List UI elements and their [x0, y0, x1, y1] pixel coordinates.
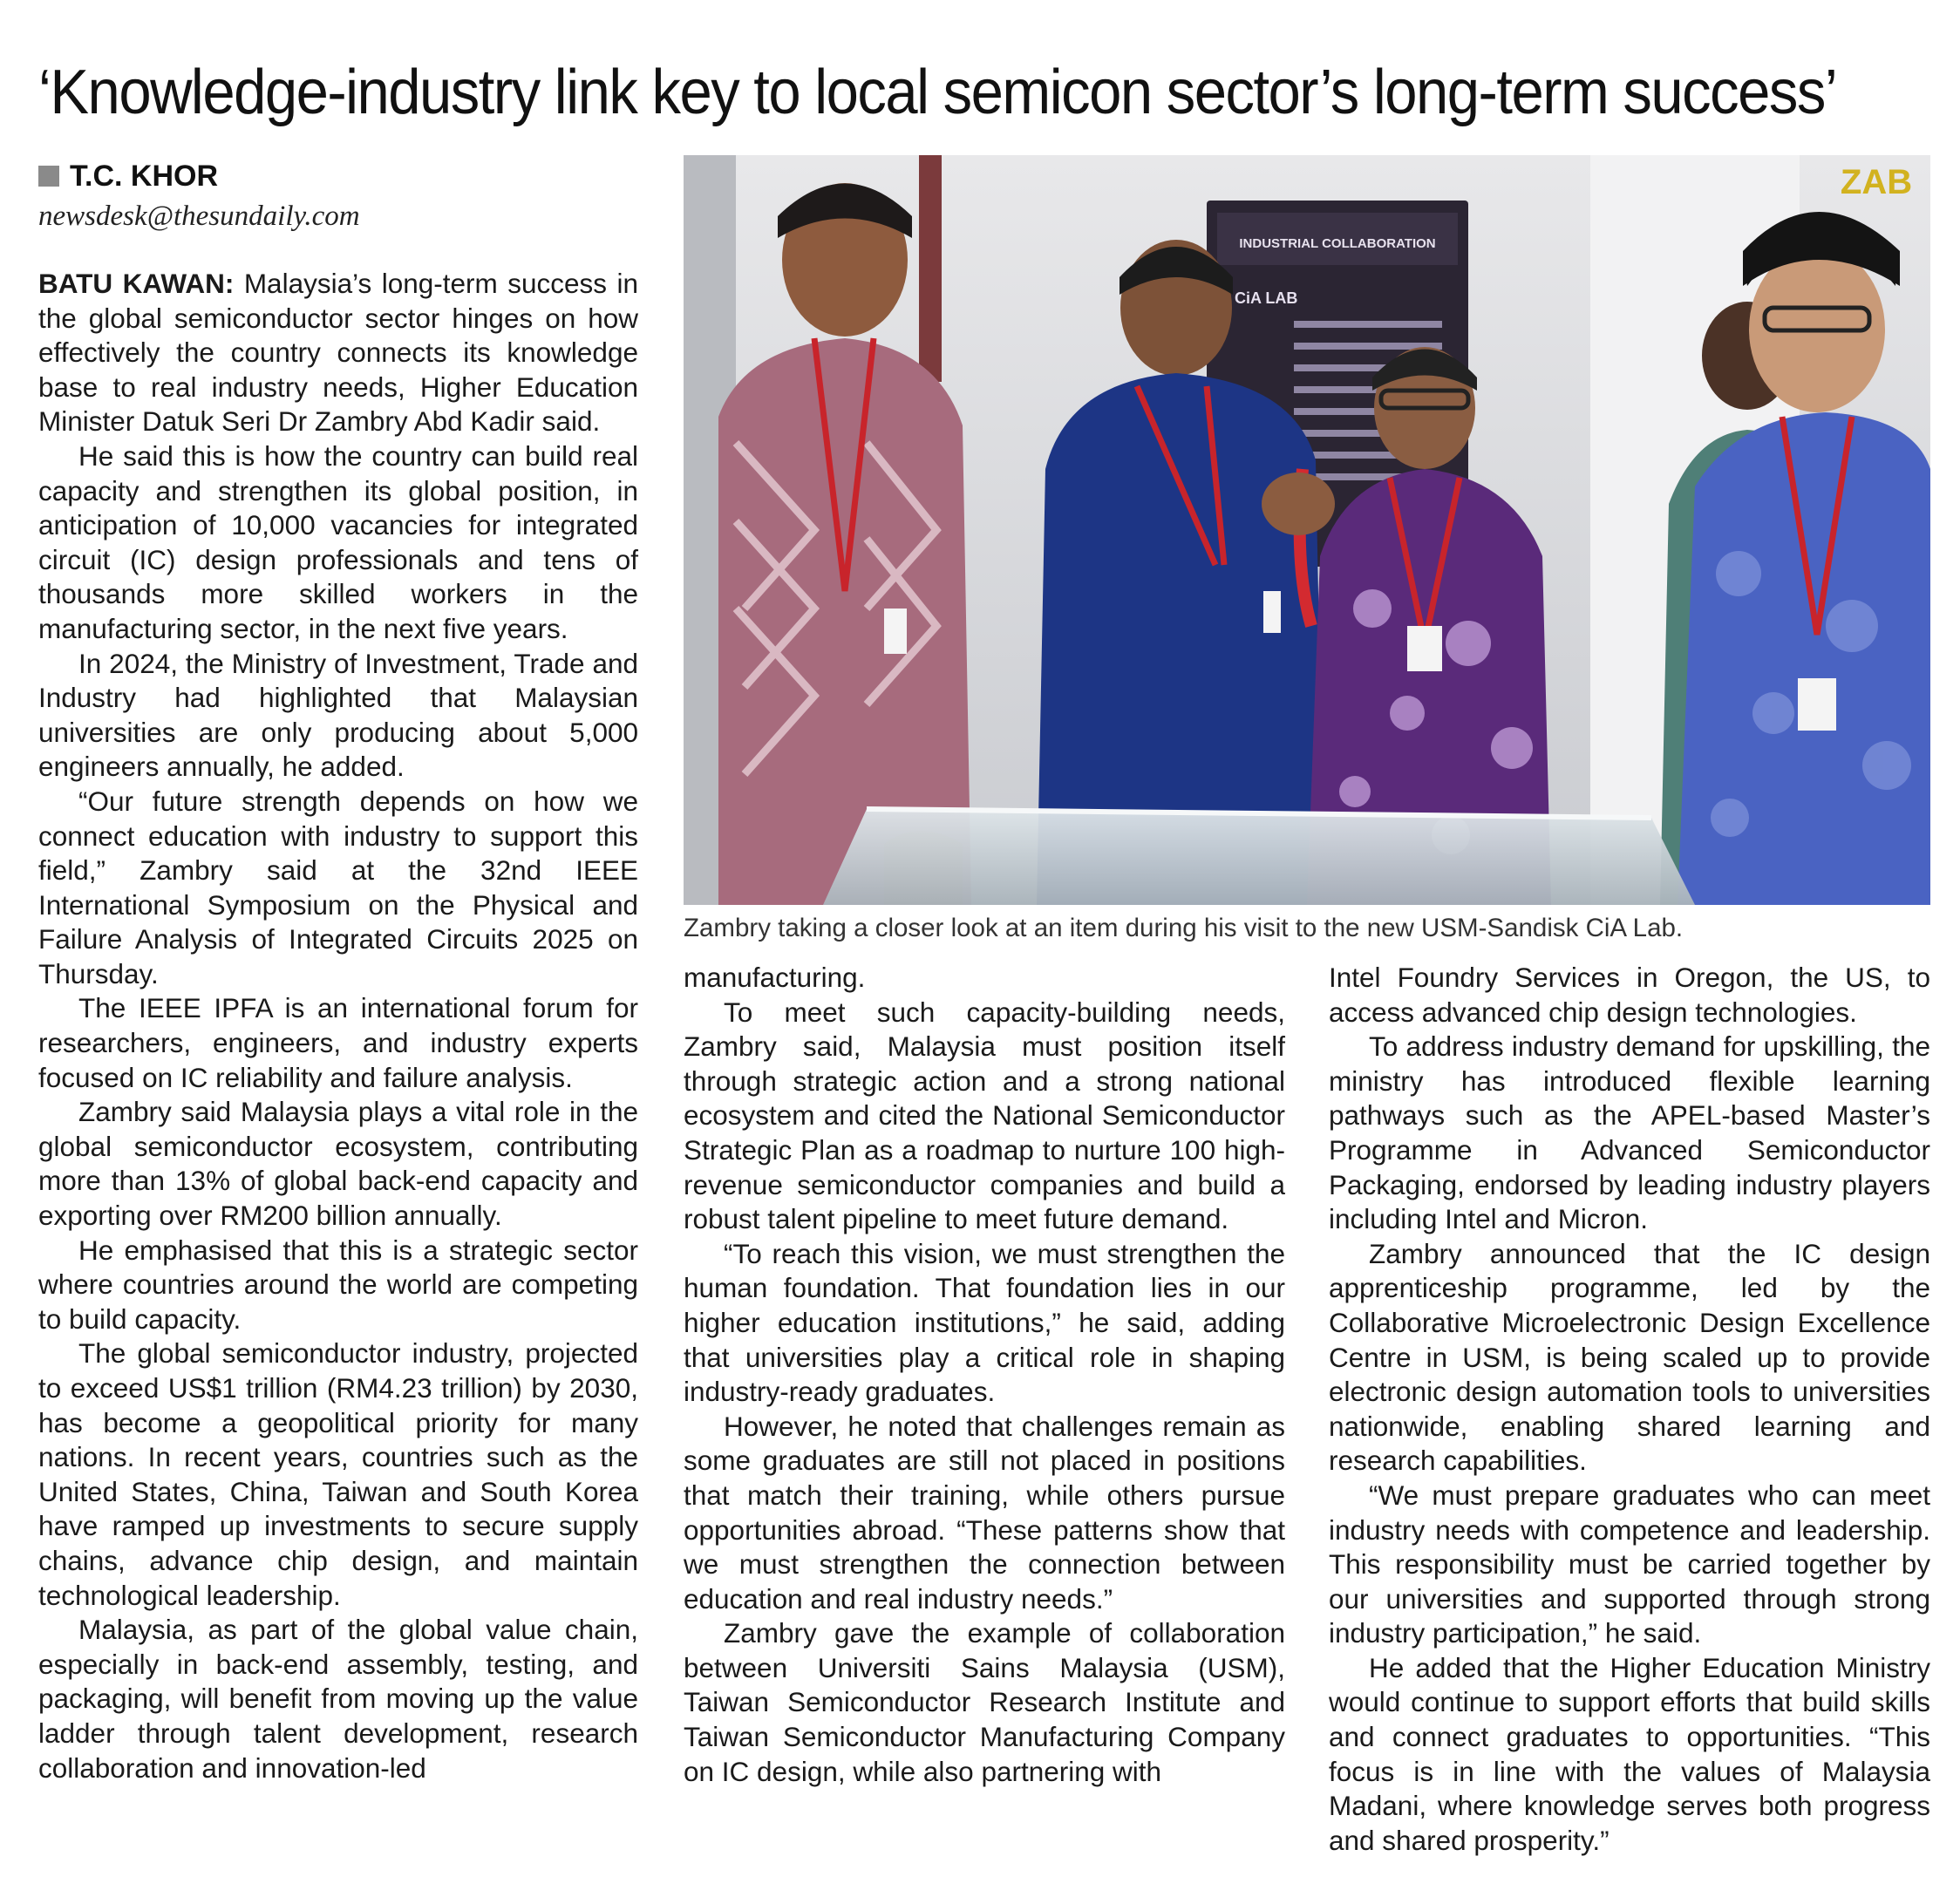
paragraph: However, he noted that challenges remain as some graduates are still not placed in positions that match their training, while others pursue opportunities abroad. “These patterns show that we must strengthen the connection between education and real industry needs.” [684, 1410, 1285, 1615]
news-photo-icon [684, 155, 1930, 905]
paragraph: To meet such capacity-building needs, Zambry said, Malaysia must position itself through strategic action and a strong national ecosystem and cited the National Semiconductor Strategic Plan as a roadmap to nurture 100 high-revenue semiconductor companies and build a robust talent pipeline to meet future demand. [684, 996, 1285, 1235]
paragraph: “To reach this vision, we must strengthen the human foundation. That foundation lies in our higher education institutions,” he said, adding that universities play a critical role in shaping industry-ready graduates. [684, 1237, 1285, 1408]
paragraph: The IEEE IPFA is an international forum for researchers, engineers, and industry experts focused on IC reliability and failure analysis. [38, 992, 638, 1093]
paragraph: Zambry announced that the IC design apprenticeship programme, led by the Collaborative Microelectronic Design Excellence Centre in USM, is being scaled up to provide electronic design automation tools to universities nationwide, enabling shared learning and research capabilities. [1329, 1237, 1930, 1477]
author-name: T.C. KHOR [70, 160, 218, 193]
paragraph [38, 267, 638, 439]
paragraph: “Our future strength depends on how we connect education with industry to support this field,” Zambry said at the 32nd IEEE International Symposium on the Physical and Failure Analysis of Integrated Circuits 2025 on Thursday. [38, 785, 638, 989]
author-email: newsdesk@thesundaily.com [38, 201, 360, 232]
headline: ‘Knowledge-industry link key to local semicon sector’s long-term success’ [38, 58, 1837, 127]
paragraph: To address industry demand for upskilling, the ministry has introduced flexible learning pathways such as the APEL-based Master’s Programme in Advanced Semiconductor Packaging, endorsed by leading industry players including Intel and Micron. [1329, 1030, 1930, 1235]
photo-signboard-text: INDUSTRIAL COLLABORATION [1239, 236, 1436, 251]
byline-author [38, 159, 649, 194]
paragraph: Malaysia, as part of the global value chain, especially in back-end assembly, testing, and packaging, will benefit from moving up the value ladder through talent development, research collaboration and innovation-led [38, 1614, 638, 1784]
paragraph: He said this is how the country can build real capacity and strengthen its global position, in anticipation of 10,000 vacancies for integrated circuit (IC) design professionals and tens of thousands more skilled workers in the manufacturing sector, in the next five years. [38, 439, 638, 644]
paragraph: Zambry said Malaysia plays a vital role in the global semiconductor ecosystem, contributing more than 13% of global back-end capacity and exporting over RM200 billion annually. [38, 1096, 638, 1232]
paragraph: Intel Foundry Services in Oregon, the US, to access advanced chip design technologies. [1329, 962, 1930, 1028]
paragraph: Zambry gave the example of collaboration between Universiti Sains Malaysia (USM), Taiwan Semiconductor Research Institute and Taiwan Semiconductor Manufacturing Company on IC design, while also partnering with [684, 1617, 1285, 1787]
paragraph: He emphasised that this is a strategic sector where countries around the world are competing to build capacity. [38, 1234, 638, 1335]
photo-lab-sign-text: CiA LAB [1235, 289, 1298, 307]
article-column-1 [38, 267, 638, 1785]
dateline: BATU KAWAN: [38, 268, 235, 299]
paragraph-text: Malaysia’s long-term success in the global semiconductor sector hinges on how effectively the country connects its knowledge base to real industry needs, Higher Education Minister Datuk Seri Dr Zambry Abd Kadir said. [38, 268, 639, 438]
byline [38, 159, 649, 235]
photo-corner-tag: ZAB [1840, 163, 1913, 201]
paragraph: The global semiconductor industry, projected to exceed US$1 trillion (RM4.23 trillion) by 2030, has become a geopolitical priority for many nations. In recent years, countries such as the United States, China, Taiwan and South Korea have ramped up investments to secure supply chains, advance chip design, and maintain technological leadership. [38, 1337, 638, 1611]
paragraph: manufacturing. [684, 962, 866, 993]
paragraph: “We must prepare graduates who can meet industry needs with competence and leadership. This responsibility must be carried together by our universities and supported through strong industry participation,” he said. [1329, 1479, 1930, 1649]
article-column-3 [1329, 961, 1930, 1858]
byline-square-icon [38, 166, 59, 187]
photo-caption: Zambry taking a closer look at an item during his visit to the new USM-Sandisk CiA Lab. [684, 914, 1684, 942]
paragraph: In 2024, the Ministry of Investment, Trade and Industry had highlighted that Malaysian universities are only producing about 5,000 engineers annually, he added. [38, 647, 638, 783]
paragraph: He added that the Higher Education Ministry would continue to support efforts that build skills and connect graduates to opportunities. “This focus is in line with the values of Malaysia Madani, where knowledge serves both progress and shared prosperity.” [1329, 1651, 1930, 1856]
article-column-2 [684, 961, 1285, 1789]
